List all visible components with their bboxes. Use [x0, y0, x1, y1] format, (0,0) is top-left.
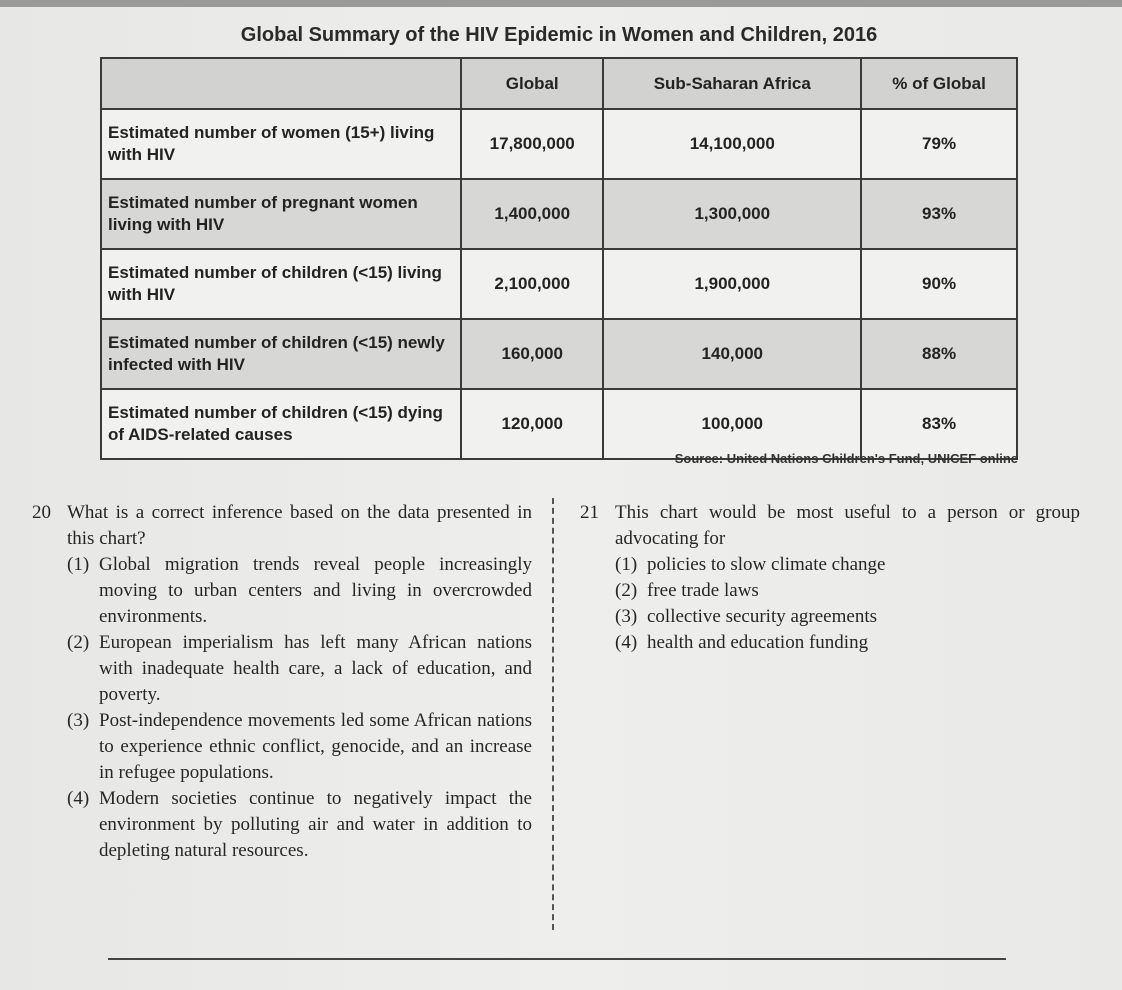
page-top-edge [0, 0, 1122, 7]
cell-pct: 90% [861, 249, 1017, 319]
cell-ssa: 1,900,000 [603, 249, 861, 319]
row-label: Estimated number of pregnant women living with HIV [101, 179, 461, 249]
table-row [101, 109, 1017, 179]
answer-option-2[interactable] [615, 578, 1080, 604]
row-label: Estimated number of children (<15) newly infected with HIV [101, 319, 461, 389]
cell-pct: 88% [861, 319, 1017, 389]
question-text: This chart would be most useful to a person or group advocating for [615, 502, 1080, 549]
option-text: policies to slow climate change [647, 554, 886, 575]
question-20 [32, 500, 532, 864]
option-text: Global migration trends reveal people increasingly moving to urban centers and living in overcrowded environments. [99, 554, 532, 627]
cell-ssa: 1,300,000 [603, 179, 861, 249]
cell-ssa: 140,000 [603, 319, 861, 389]
question-number: 21 [580, 502, 599, 523]
option-number: (2) [67, 632, 90, 653]
row-label: Estimated number of women (15+) living with HIV [101, 109, 461, 179]
answer-option-4[interactable] [615, 630, 1080, 656]
cell-ssa: 100,000 [603, 389, 861, 459]
option-number: (3) [67, 710, 90, 731]
question-text: What is a correct inference based on the data presented in this chart? [67, 502, 532, 549]
option-number: (4) [615, 632, 638, 653]
option-text: Post-independence movements led some African nations to experience ethnic conflict, genocide, and an increase in refugee populations. [99, 710, 532, 783]
table-row [101, 179, 1017, 249]
answer-line [108, 958, 1006, 960]
option-number: (3) [615, 606, 638, 627]
cell-pct: 93% [861, 179, 1017, 249]
header-cell-global: Global [461, 58, 603, 109]
cell-pct: 79% [861, 109, 1017, 179]
answer-option-4[interactable] [67, 786, 532, 864]
header-cell-pct: % of Global [861, 58, 1017, 109]
cell-ssa: 14,100,000 [603, 109, 861, 179]
header-cell-ssa: Sub-Saharan Africa [603, 58, 861, 109]
answer-option-1[interactable] [615, 552, 1080, 578]
option-text: collective security agreements [647, 606, 878, 627]
cell-global: 160,000 [461, 319, 603, 389]
row-label: Estimated number of children (<15) living with HIV [101, 249, 461, 319]
option-text: free trade laws [647, 580, 759, 601]
option-number: (1) [615, 554, 638, 575]
table-row [101, 249, 1017, 319]
cell-global: 17,800,000 [461, 109, 603, 179]
question-21 [580, 500, 1080, 656]
answer-option-1[interactable] [67, 552, 532, 630]
option-number: (1) [67, 554, 90, 575]
table-title: Global Summary of the HIV Epidemic in Women and Children, 2016 [240, 24, 878, 46]
header-cell-blank [101, 58, 461, 109]
cell-global: 2,100,000 [461, 249, 603, 319]
answer-option-3[interactable] [67, 708, 532, 786]
answer-option-3[interactable] [615, 604, 1080, 630]
hiv-summary-table [100, 57, 1018, 460]
column-divider [552, 498, 554, 930]
question-stem [580, 500, 1080, 552]
cell-pct: 83% [861, 389, 1017, 459]
answer-option-2[interactable] [67, 630, 532, 708]
option-number: (2) [615, 580, 638, 601]
table-row [101, 319, 1017, 389]
question-number: 20 [32, 502, 51, 523]
cell-global: 1,400,000 [461, 179, 603, 249]
table-source: Source: United Nations Children's Fund, UNICEF online [674, 451, 1018, 466]
question-stem [32, 500, 532, 552]
table-header-row [101, 58, 1017, 109]
option-text: Modern societies continue to negatively impact the environment by polluting air and water in addition to depleting natural resources. [99, 788, 532, 861]
table-row [101, 389, 1017, 459]
option-text: health and education funding [647, 632, 869, 653]
row-label: Estimated number of children (<15) dying of AIDS-related causes [101, 389, 461, 459]
option-number: (4) [67, 788, 90, 809]
cell-global: 120,000 [461, 389, 603, 459]
option-text: European imperialism has left many African nations with inadequate health care, a lack of education, and poverty. [99, 632, 532, 705]
